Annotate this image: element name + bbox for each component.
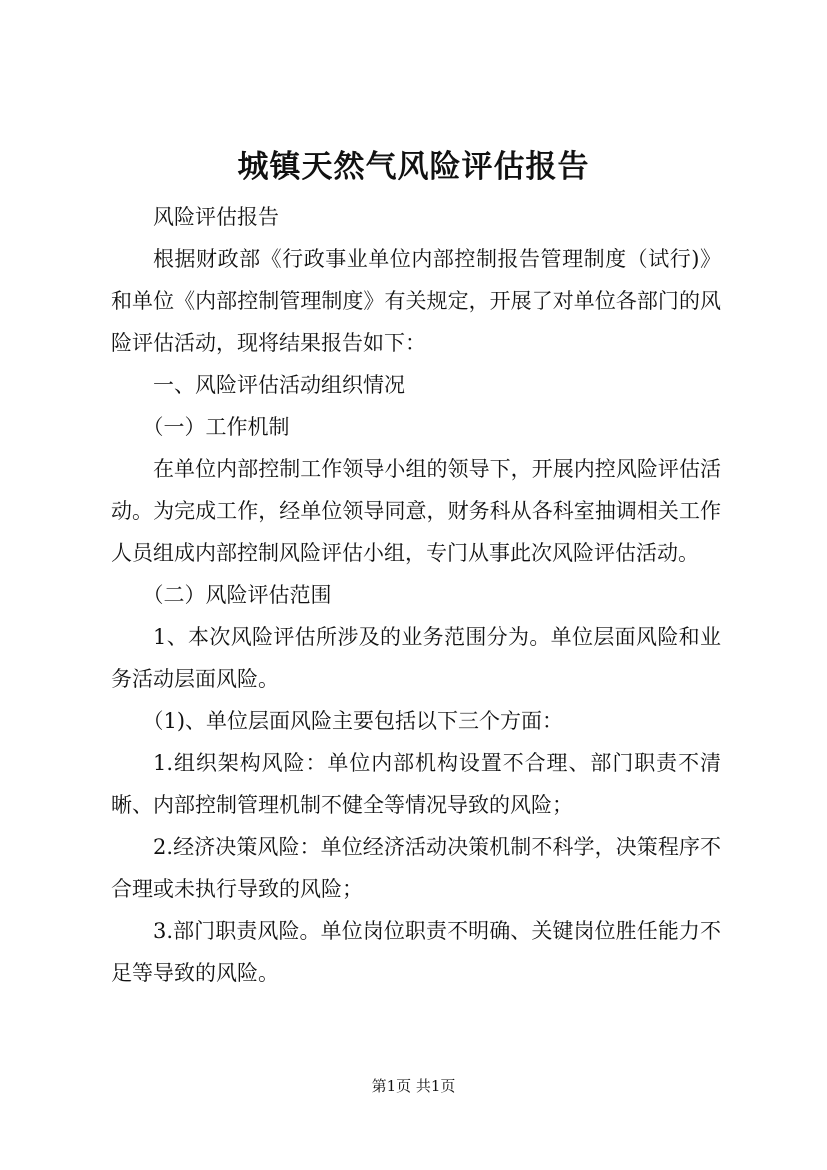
list-heading: （1)、单位层面风险主要包括以下三个方面： bbox=[142, 709, 564, 733]
list-item: 2.经济决策风险：单位经济活动决策机制不科学，决策程序不合理或未执行导致的风险； bbox=[111, 835, 721, 901]
page-number-footer: 第1页 共1页 bbox=[371, 1077, 456, 1095]
subsection-heading: （一）工作机制 bbox=[142, 415, 290, 439]
section-heading: 一、风险评估活动组织情况 bbox=[153, 373, 405, 397]
list-item: 3.部门职责风险。单位岗位职责不明确、关键岗位胜任能力不足等导致的风险。 bbox=[111, 919, 721, 985]
document-body bbox=[111, 196, 721, 994]
document-title: 城镇天然气风险评估报告 bbox=[237, 149, 590, 185]
subsection-heading: （二）风险评估范围 bbox=[142, 583, 332, 607]
paragraph: 在单位内部控制工作领导小组的领导下，开展内控风险评估活动。为完成工作，经单位领导同意，财务科从各科室抽调相关工作人员组成内部控制风险评估小组，专门从事此次风险评估活动。 bbox=[111, 457, 721, 565]
paragraph: 风险评估报告 bbox=[153, 205, 279, 229]
paragraph: 1、本次风险评估所涉及的业务范围分为。单位层面风险和业务活动层面风险。 bbox=[111, 625, 721, 691]
paragraph: 根据财政部《行政事业单位内部控制报告管理制度（试行)》和单位《内部控制管理制度》有关规定，开展了对单位各部门的风险评估活动，现将结果报告如下： bbox=[111, 247, 721, 355]
list-item: 1.组织架构风险：单位内部机构设置不合理、部门职责不清晰、内部控制管理机制不健全等情况导致的风险； bbox=[111, 751, 721, 817]
